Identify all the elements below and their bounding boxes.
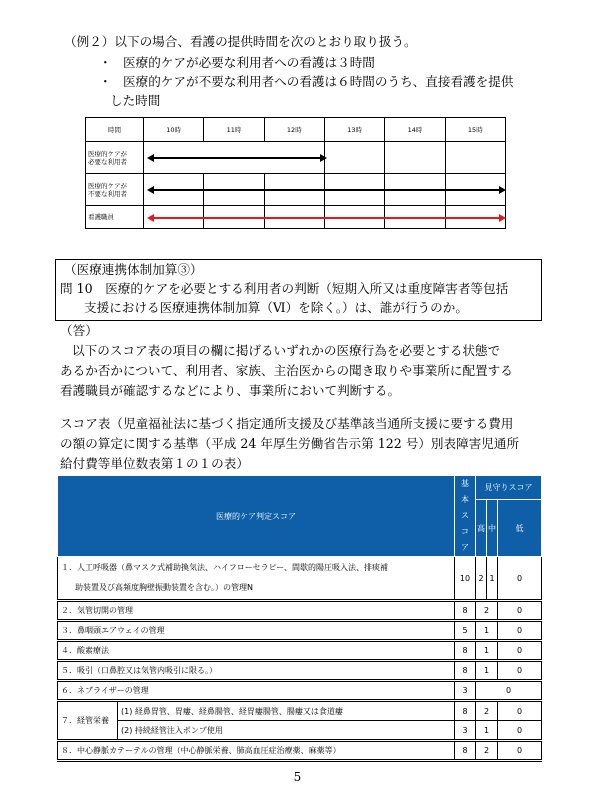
bullet-mark: ・ bbox=[99, 74, 112, 89]
header-low: 低 bbox=[498, 500, 542, 557]
row-label: 看護職員 bbox=[86, 206, 144, 229]
arrow-head-right bbox=[499, 186, 506, 194]
basic-score: 8 bbox=[455, 661, 476, 681]
low-score: 0 bbox=[498, 661, 542, 681]
score-intro-2: の額の算定に関する基準（平成 24 年厚生労働省告示第 122 号）別表障害児通所 bbox=[60, 436, 520, 451]
basic-score: 8 bbox=[455, 601, 476, 621]
high-mid-score: 1 bbox=[476, 621, 498, 641]
mid-score: 1 bbox=[487, 557, 498, 601]
basic-score: 8 bbox=[455, 741, 476, 761]
table-row: ３．鼻咽頭エアウェイの管理 bbox=[58, 621, 455, 641]
hour-cell: 15時 bbox=[445, 118, 505, 142]
low-score: 0 bbox=[498, 621, 542, 641]
low-score: 0 bbox=[498, 641, 542, 661]
table-row: １．人工呼吸器（鼻マスク式補助換気法、ハイフローセラピー、間歇的陽圧吸入法、排痰補 助装置及び高頻度胸壁振動装置を含む。）の管理N bbox=[58, 557, 455, 601]
answer-label: （答） bbox=[60, 323, 98, 338]
basic-score: 3 bbox=[455, 721, 476, 741]
high-mid-score: 2 bbox=[476, 701, 498, 721]
bullet-mark: ・ bbox=[99, 55, 112, 70]
example-bullet-1: 医療的ケアが必要な利用者への看護は３時間 bbox=[123, 55, 375, 70]
high-mid-score: 1 bbox=[476, 661, 498, 681]
header-mid: 中 bbox=[487, 500, 498, 557]
arrow-required bbox=[150, 157, 322, 159]
arrow-nurse bbox=[150, 217, 502, 219]
row-label: 医療的ケアが 不要な利用者 bbox=[86, 174, 144, 206]
hour-cell: 11時 bbox=[204, 118, 264, 142]
header-watch: 見守りスコア bbox=[476, 476, 542, 500]
high-score: 2 bbox=[476, 557, 487, 601]
high-mid-score: 2 bbox=[476, 741, 498, 761]
watch-score: 0 bbox=[476, 681, 542, 701]
timeline-header: 時間 bbox=[86, 118, 144, 142]
basic-score: 3 bbox=[455, 681, 476, 701]
arrow-head-left bbox=[147, 154, 154, 162]
timeline-table bbox=[85, 117, 506, 229]
header-item: 医療的ケア判定スコア bbox=[58, 476, 455, 557]
tube-feeding-sub2: (2) 持続経管注入ポンプ使用 bbox=[118, 721, 455, 741]
answer-line-2: あるか否かについて、利用者、家族、主治医からの聞き取りや事業所に配置する bbox=[60, 363, 513, 378]
high-mid-score: 2 bbox=[476, 601, 498, 621]
row-label: 医療的ケアが 必要な利用者 bbox=[86, 142, 144, 174]
low-score: 0 bbox=[498, 721, 542, 741]
answer-line-3: 看護職員が確認するなどにより、事業所において判断する。 bbox=[60, 383, 401, 398]
example-title: （例２）以下の場合、看護の提供時間を次のとおり取り扱う。 bbox=[64, 34, 417, 49]
table-row: ４．酸素療法 bbox=[58, 641, 455, 661]
arrow-not-required bbox=[150, 189, 502, 191]
page-number: 5 bbox=[293, 770, 302, 784]
tube-feeding-sub1: (1) 経鼻胃管、胃瘻、経鼻腸管、経胃瘻腸管、腸瘻又は食道瘻 bbox=[118, 701, 455, 721]
score-table bbox=[57, 475, 542, 762]
arrow-head-right bbox=[499, 214, 506, 222]
example-bullet-2-cont: した時間 bbox=[110, 93, 161, 108]
low-score: 0 bbox=[498, 601, 542, 621]
low-score: 0 bbox=[498, 557, 542, 601]
header-basic: 基本 スコ ア bbox=[455, 476, 476, 557]
high-mid-score: 1 bbox=[476, 641, 498, 661]
high-mid-score: 1 bbox=[476, 721, 498, 741]
hour-cell: 10時 bbox=[144, 118, 204, 142]
hour-cell: 12時 bbox=[264, 118, 324, 142]
arrow-head-left bbox=[147, 214, 154, 222]
basic-score: 8 bbox=[455, 701, 476, 721]
basic-score: 5 bbox=[455, 621, 476, 641]
basic-score: 10 bbox=[455, 557, 476, 601]
table-row: ２．気管切開の管理 bbox=[58, 601, 455, 621]
hour-cell: 13時 bbox=[324, 118, 384, 142]
example-bullet-2: 医療的ケアが不要な利用者への看護は６時間のうち、直接看護を提供 bbox=[123, 74, 514, 89]
header-high: 高 bbox=[476, 500, 487, 557]
low-score: 0 bbox=[498, 701, 542, 721]
hour-cell: 14時 bbox=[385, 118, 445, 142]
arrow-head-right bbox=[320, 154, 327, 162]
basic-score: 8 bbox=[455, 641, 476, 661]
table-row: ６．ネブライザーの管理 bbox=[58, 681, 455, 701]
answer-line-1: 以下のスコア表の項目の欄に掲げるいずれかの医療行為を必要とする状態で bbox=[72, 343, 501, 358]
question-line-2: 支援における医療連携体制加算（Ⅵ）を除く。）は、誰が行うのか。 bbox=[84, 300, 468, 315]
score-intro-3: 給付費等単位数表第１の１の表） bbox=[60, 456, 249, 471]
tube-feeding-label: ７．経管栄養 bbox=[58, 701, 118, 741]
question-line-1: 問 10 医療的ケアを必要とする利用者の判断（短期入所又は重度障害者等包括 bbox=[60, 281, 509, 296]
low-score: 0 bbox=[498, 741, 542, 761]
table-row: ５．吸引（口鼻腔又は気管内吸引に限る。） bbox=[58, 661, 455, 681]
score-intro-1: スコア表（児童福祉法に基づく指定通所支援及び基準該当通所支援に要する費用 bbox=[60, 416, 514, 431]
arrow-head-left bbox=[147, 186, 154, 194]
question-section: （医療連携体制加算③） bbox=[64, 262, 203, 277]
table-row: ８．中心静脈カテーテルの管理（中心静脈栄養、肺高血圧症治療薬、麻薬等） bbox=[58, 741, 455, 761]
